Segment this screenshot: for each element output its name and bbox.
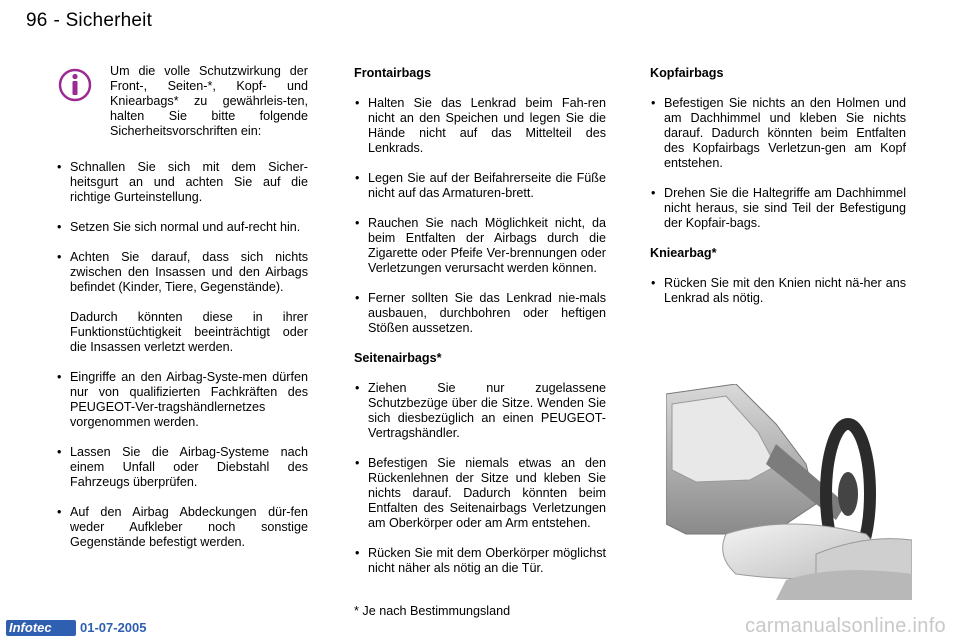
section-frontairbags (354, 66, 606, 336)
page-number: 96 (26, 10, 48, 31)
list-item: • Rücken Sie mit den Knien nicht nä-her ans Lenkrad als nötig. (650, 276, 906, 306)
column-2 (354, 66, 606, 591)
section-bullets (650, 276, 906, 306)
watermark: carmanualsonline.info (745, 615, 946, 637)
bullet-text: Eingriffe an den Airbag-Syste-men dürfen nur von qualifizierten Fachkräften des PEUGEOT-Ver-tragshändlernetzes vorgenommen werden. (70, 370, 308, 429)
list-item: • Ziehen Sie nur zugelassene Schutzbezüge über die Sitze. Wenden Sie sich diesbezüglich an einen PEUGEOT-Vertragshändler. (354, 381, 606, 441)
section-seitenairbags (354, 351, 606, 576)
footnote: * Je nach Bestimmungsland (354, 604, 511, 618)
section-heading: Seitenairbags* (354, 351, 442, 365)
column-1-bullets (56, 160, 308, 550)
header-separator: - (53, 10, 61, 31)
section-kniearbag (650, 246, 906, 306)
section-heading: Frontairbags (354, 66, 431, 80)
list-item: • Befestigen Sie niemals etwas an den Rückenlehnen der Sitze und kleben Sie nichts darauf. Dadurch könnten beim Entfalten des Seitenairbags Verletzungen am Oberkörper oder am Arm entstehen. (354, 456, 606, 531)
column-1 (56, 66, 308, 565)
list-item: • Rücken Sie mit dem Oberkörper möglichst nicht näher als nötig an die Tür. (354, 546, 606, 576)
section-heading: Kniearbag* (650, 246, 717, 260)
info-note-text: Um die volle Schutzwirkung der Front-, Seiten-*, Kopf- und Kniearbags* zu gewährleis-ten, halten Sie bitte folgende Sicherheitsvorschriften ein: (110, 64, 308, 138)
list-item (56, 445, 308, 490)
bullet-text: Lassen Sie die Airbag-Systeme nach einem Unfall oder Diebstahl des Fahrzeugs überprüfen. (70, 445, 308, 489)
list-item: • Rauchen Sie nach Möglichkeit nicht, da beim Entfalten der Airbags durch die Zigarette oder Pfeife Ver-brennungen oder Verletzungen verursacht werden können. (354, 216, 606, 276)
section-bullets (354, 381, 606, 576)
page-header (26, 10, 152, 32)
footer-date: 01-07-2005 (80, 620, 147, 635)
infotec-logo: Infotec (6, 620, 76, 636)
list-item: • Legen Sie auf der Beifahrerseite die Füße nicht auf das Armaturen-brett. (354, 171, 606, 201)
list-item: • Befestigen Sie nichts an den Holmen und am Dachhimmel und kleben Sie nichts darauf. Dadurch könnten beim Entfalten des Kopfairbags Verletzun-gen am Kopf entstehen. (650, 96, 906, 171)
bullet-text: Achten Sie darauf, dass sich nichts zwischen den Insassen und den Airbags befindet (Kinder, Tiere, Gegenstände). (70, 250, 308, 294)
bullet-text: Schnallen Sie sich mit dem Sicher-heitsgurt an und achten Sie auf die richtige Gurteinstellung. (70, 160, 308, 204)
section-heading: Kopfairbags (650, 66, 724, 80)
bullet-subtext: Dadurch könnten diese in ihrer Funktionstüchtigkeit beeinträchtigt oder die Insassen verletzt werden. (70, 310, 308, 354)
list-item: • Halten Sie das Lenkrad beim Fah-ren nicht an den Speichen und legen Sie die Hände nicht auf das Mittelteil des Lenkrads. (354, 96, 606, 156)
list-item: • Ferner sollten Sie das Lenkrad nie-mals ausbauen, durchbohren oder heftigen Stößen aussetzen. (354, 291, 606, 336)
section-bullets (650, 96, 906, 231)
bullet-text: Setzen Sie sich normal und auf-recht hin. (70, 220, 301, 234)
list-item (56, 250, 308, 355)
list-item (56, 370, 308, 430)
page-title: Sicherheit (65, 10, 153, 31)
section-bullets (354, 96, 606, 336)
list-item (56, 505, 308, 550)
list-item (56, 220, 308, 235)
bullet-text: Auf den Airbag Abdeckungen dür-fen weder Aufkleber noch sonstige Gegenstände befestigt werden. (70, 505, 308, 549)
section-kopfairbags (650, 66, 906, 231)
list-item (56, 160, 308, 205)
knee-airbag-illustration (666, 384, 912, 600)
list-item: • Drehen Sie die Haltegriffe am Dachhimmel nicht heraus, sie sind Teil der Befestigung der Kopfair-bags. (650, 186, 906, 231)
column-3 (650, 66, 906, 321)
